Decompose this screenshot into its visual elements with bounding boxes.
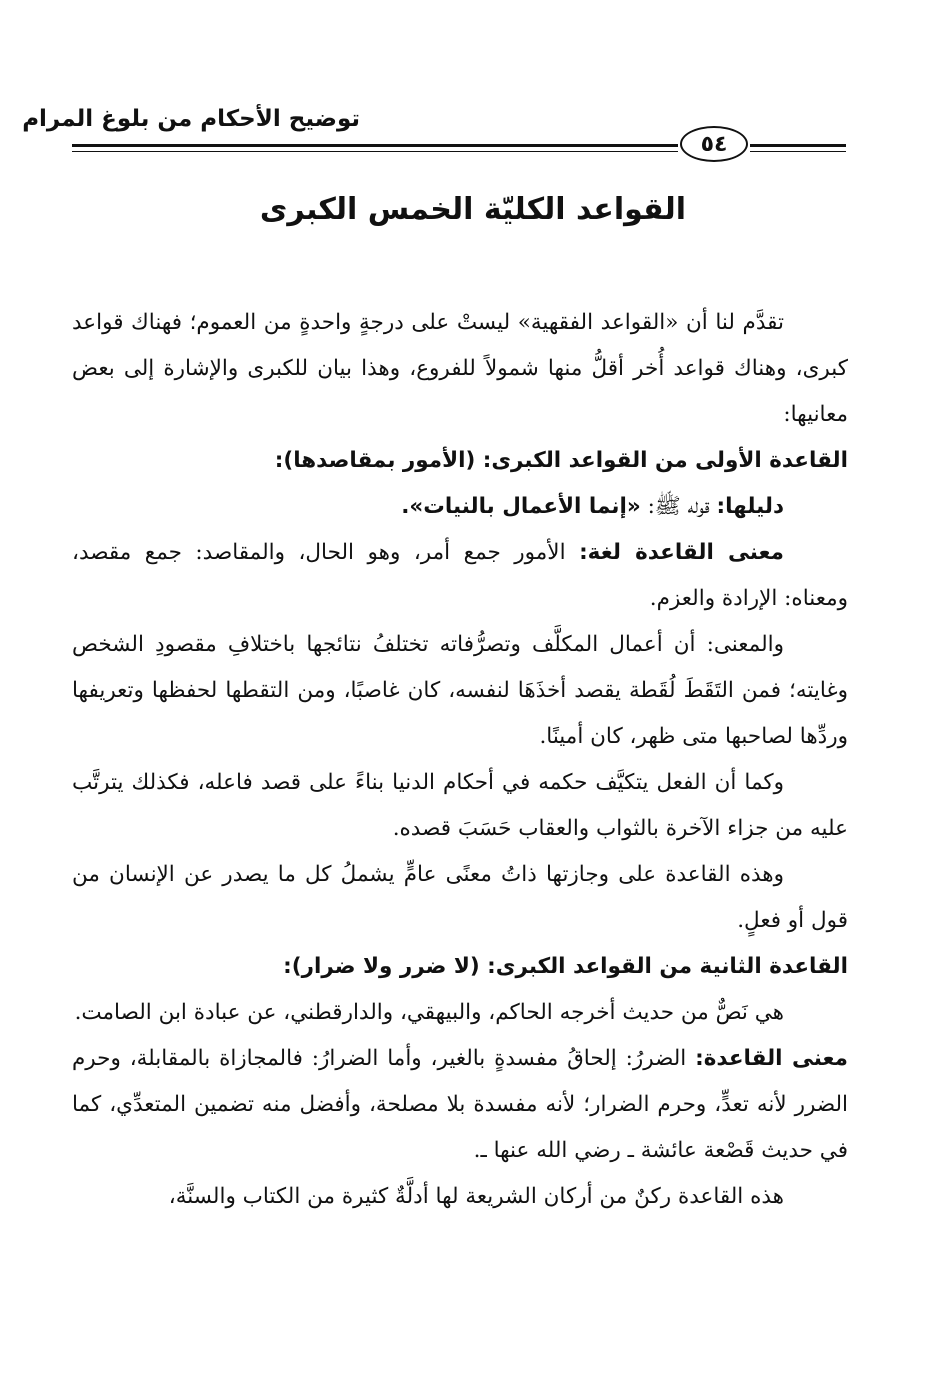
rule-2-pillar: هذه القاعدة ركنٌ من أركان الشريعة لها أدلَّةٌ كثيرة من الكتاب والسنَّة، xyxy=(168,1184,784,1209)
rule-1-linguistic-meaning xyxy=(72,530,848,622)
rule-2-source: هي نَصٌّ من حديث أخرجه الحاكم، والبيهقي، والدارقطني، عن عبادة ابن الصامت. xyxy=(74,1000,784,1025)
rule-1-evidence-label: دليلها: xyxy=(716,494,784,519)
header-rule-left-thin xyxy=(72,151,678,152)
rule-2-meaning xyxy=(72,1036,848,1174)
header-rule-left-thick xyxy=(72,144,678,147)
rule-1-hadith: «إنما الأعمال بالنيات». xyxy=(401,494,641,519)
rule-1-meaning-label: معنى القاعدة لغة: xyxy=(579,540,784,565)
page-number-badge xyxy=(680,126,748,162)
body-text xyxy=(72,300,848,1220)
rule-1-meaning-text: الأمور جمع أمر، وهو الحال، والمقاصد: جمع مقصد، ومعناه: الإرادة والعزم. xyxy=(72,540,848,611)
header-rule-right-thin xyxy=(750,151,846,152)
rule-2-heading: القاعدة الثانية من القواعد الكبرى: (لا ضرر ولا ضرار): xyxy=(283,954,848,979)
intro-paragraph: تقدَّم لنا أن «القواعد الفقهية» ليستْ على درجةٍ واحدةٍ من العموم؛ فهناك قواعد كبرى، وهناك قواعد أُخر أقلُّ منها شمولاً للفروع، وهذا بيان للكبرى والإشارة إلى بعض معانيها: xyxy=(72,310,848,427)
rule-2-meaning-label: معنى القاعدة: xyxy=(695,1046,848,1071)
rule-1-heading: القاعدة الأولى من القواعد الكبرى: (الأمور بمقاصدها): xyxy=(274,448,848,473)
header-rule-right-thick xyxy=(750,144,846,147)
page-number: ٥٤ xyxy=(700,131,728,157)
rule-1-scope: وهذه القاعدة على وجازتها ذاتُ معنًى عامٍّ يشملُ كل ما يصدر عن الإنسان من قول أو فعلٍ. xyxy=(72,862,848,933)
rule-1-consequence: وكما أن الفعل يتكيَّف حكمه في أحكام الدنيا بناءً على قصد فاعله، فكذلك يترتَّب عليه من جزاء الآخرة بالثواب والعقاب حَسَبَ قصده. xyxy=(72,770,848,841)
rule-2-meaning-text: الضررُ: إلحاقُ مفسدةٍ بالغير، وأما الضرارُ: فالمجازاة بالمقابلة، وحرم الضرر لأنه تعدٍّ، وحرم الضرار؛ لأنه مفسدة بلا مصلحة، وأفضل منه تضمين المتعدِّي، كما في حديث قَصْعة عائشة ـ رضي الله عنها ـ. xyxy=(72,1046,848,1163)
rule-1-general-meaning: والمعنى: أن أعمال المكلَّف وتصرُّفاته تختلفُ نتائجها باختلافِ مقصودِ الشخص وغايته؛ فمن التَقَطَ لُقَطة يقصد أخذَهَا لنفسه، كان غاصبًا، ومن التقطها لحفظها وتعريفها وردِّها لصاحبها متى ظهر، كان أمينًا. xyxy=(72,632,848,749)
rule-1-evidence-text: قوله ﷺ: xyxy=(647,494,710,519)
chapter-title: القواعد الكليّة الخمس الكبرى xyxy=(259,192,687,227)
running-header-title: توضيح الأحكام من بلوغ المرام xyxy=(22,106,360,132)
rule-1-evidence xyxy=(72,484,848,530)
